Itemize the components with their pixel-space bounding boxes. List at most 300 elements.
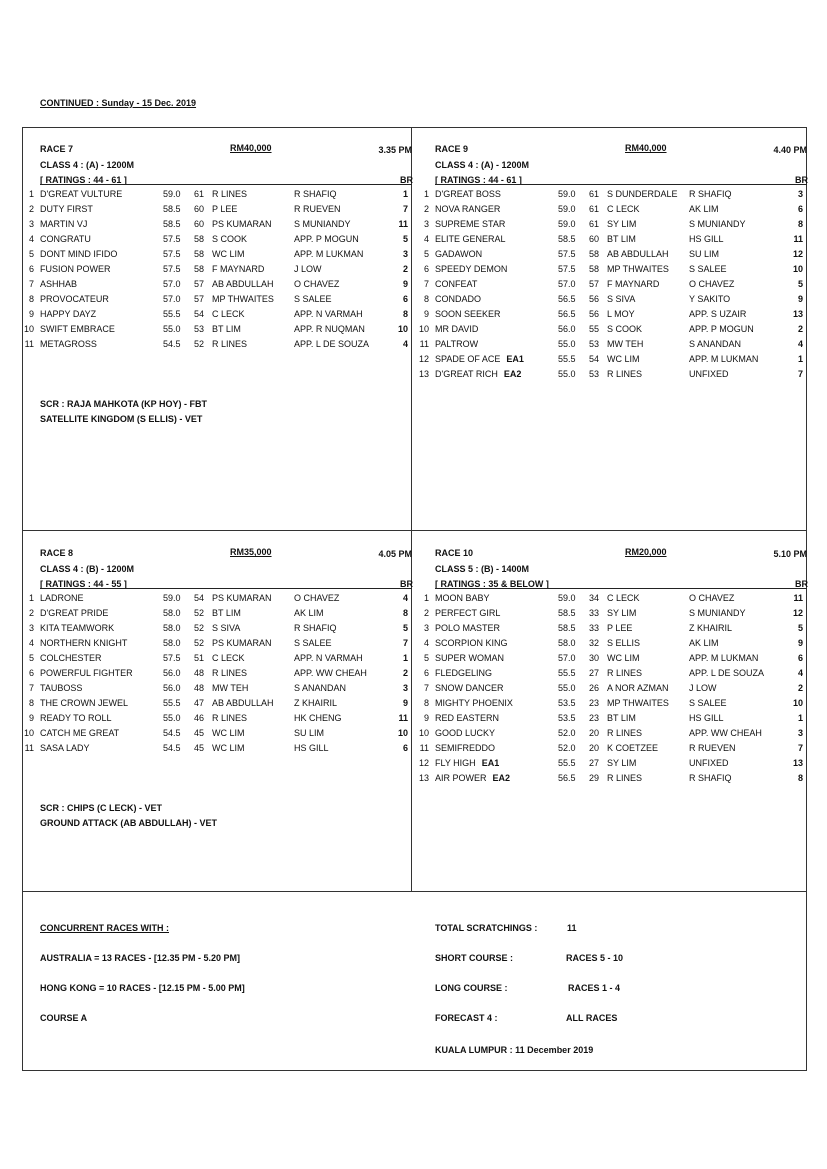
jockey-name: MW TEH — [212, 683, 249, 693]
race-panel — [417, 127, 808, 530]
horse-number: 13 — [418, 773, 429, 783]
horse-weight: 59.0 — [163, 593, 181, 603]
horse-rating: 27 — [589, 758, 600, 768]
entry-list — [22, 591, 414, 756]
horse-name-cell — [40, 591, 84, 606]
horse-rating: 52 — [194, 623, 205, 633]
barrier-draw: 3 — [402, 683, 408, 693]
barrier-draw: 1 — [402, 189, 408, 199]
race-title: RACE 8 — [40, 548, 74, 558]
horse-name-cell — [435, 771, 510, 786]
horse-number: 9 — [28, 713, 34, 723]
horse-rating: 51 — [194, 653, 205, 663]
horse-weight: 55.0 — [558, 369, 576, 379]
long-course-value: RACES 1 - 4 — [568, 983, 621, 993]
horse-weight: 59.0 — [558, 189, 576, 199]
horse-name: AIR POWER — [435, 773, 487, 783]
entry-row — [22, 322, 414, 337]
horse-rating: 32 — [589, 638, 600, 648]
horse-name-cell — [435, 217, 505, 232]
horse-number: 10 — [418, 324, 429, 334]
entry-row — [22, 277, 414, 292]
barrier-draw: 11 — [793, 593, 803, 603]
horse-name-cell — [40, 636, 127, 651]
jockey-name: A NOR AZMAN — [607, 683, 669, 693]
horse-name-cell — [435, 322, 478, 337]
race-time: 4.40 PM — [773, 145, 807, 155]
horse-rating: 30 — [589, 653, 600, 663]
trainer-name: APP. N VARMAH — [294, 653, 363, 663]
horse-name: FUSION POWER — [40, 264, 111, 274]
horse-name: SOON SEEKER — [435, 309, 501, 319]
jockey-name: WC LIM — [607, 653, 640, 663]
horse-name-cell — [435, 666, 492, 681]
horse-number: 5 — [423, 653, 429, 663]
trainer-name: Z KHAIRIL — [689, 623, 733, 633]
horse-name-cell — [40, 606, 108, 621]
barrier-draw: 7 — [797, 369, 803, 379]
horse-rating: 47 — [194, 698, 205, 708]
barrier-draw: 11 — [793, 234, 803, 244]
horse-number: 7 — [423, 683, 429, 693]
horse-number: 6 — [423, 264, 429, 274]
horse-rating: 53 — [589, 369, 600, 379]
barrier-draw: 13 — [792, 758, 803, 768]
horse-weight: 55.5 — [558, 354, 576, 364]
jockey-name: PS KUMARAN — [212, 638, 272, 648]
horse-rating: 58 — [589, 264, 600, 274]
horse-name: SASA LADY — [40, 743, 90, 753]
horse-number: 11 — [419, 339, 429, 349]
horse-number: 11 — [419, 743, 429, 753]
horse-rating: 29 — [589, 773, 600, 783]
entry-row — [417, 681, 809, 696]
race-purse: RM40,000 — [625, 143, 667, 153]
horse-rating: 26 — [589, 683, 600, 693]
trainer-name: APP. P MOGUN — [294, 234, 359, 244]
horse-name-cell — [40, 187, 122, 202]
trainer-name: SU LIM — [689, 249, 720, 259]
horse-number: 10 — [418, 728, 429, 738]
horse-number: 1 — [423, 593, 429, 603]
barrier-draw: 5 — [797, 623, 803, 633]
emergency-acceptor: EA2 — [503, 369, 522, 379]
horse-number: 3 — [28, 219, 34, 229]
trainer-name: S ANANDAN — [689, 339, 742, 349]
trainer-name: O CHAVEZ — [294, 279, 340, 289]
horse-name-cell — [40, 621, 114, 636]
barrier-draw: 4 — [797, 668, 803, 678]
horse-name-cell — [435, 202, 500, 217]
horse-number: 2 — [423, 204, 429, 214]
trainer-name: UNFIXED — [689, 758, 729, 768]
horse-name: FLY HIGH — [435, 758, 476, 768]
trainer-name: APP. WW CHEAH — [689, 728, 762, 738]
jockey-name: BT LIM — [212, 324, 241, 334]
horse-rating: 58 — [194, 234, 205, 244]
barrier-draw: 2 — [402, 264, 408, 274]
horse-name: CATCH ME GREAT — [40, 728, 120, 738]
horse-rating: 57 — [589, 279, 600, 289]
scratching-note: SCR : CHIPS (C LECK) - VET — [40, 803, 163, 813]
horse-rating: 33 — [589, 608, 600, 618]
horse-name-cell — [435, 606, 500, 621]
horse-weight: 55.0 — [163, 713, 181, 723]
horse-name-cell — [435, 696, 513, 711]
horse-name-cell — [40, 666, 133, 681]
horse-weight: 56.5 — [558, 309, 576, 319]
race-purse: RM20,000 — [625, 547, 667, 557]
entry-row — [417, 322, 809, 337]
race-ratings: [ RATINGS : 44 - 61 ] — [40, 175, 127, 185]
entry-row — [22, 187, 414, 202]
trainer-name: O CHAVEZ — [689, 279, 735, 289]
entry-row — [417, 696, 809, 711]
horse-weight: 58.5 — [163, 204, 181, 214]
horse-number: 3 — [423, 219, 429, 229]
jockey-name: R LINES — [212, 189, 248, 199]
trainer-name: AK LIM — [689, 638, 719, 648]
horse-name-cell — [40, 292, 109, 307]
trainer-name: O CHAVEZ — [689, 593, 735, 603]
trainer-name: HS GILL — [689, 713, 724, 723]
horse-name: HAPPY DAYZ — [40, 309, 97, 319]
jockey-name: K COETZEE — [607, 743, 659, 753]
entry-row — [417, 711, 809, 726]
scratching-note: GROUND ATTACK (AB ABDULLAH) - VET — [40, 818, 217, 828]
barrier-draw: 9 — [797, 638, 803, 648]
entry-row — [22, 666, 414, 681]
horse-name: SPEEDY DEMON — [435, 264, 508, 274]
barrier-draw: 11 — [398, 219, 408, 229]
barrier-draw: 12 — [792, 249, 803, 259]
trainer-name: HK CHENG — [294, 713, 342, 723]
horse-name-cell — [40, 262, 111, 277]
horse-rating: 56 — [589, 309, 600, 319]
horse-rating: 57 — [194, 294, 205, 304]
race-panel — [22, 531, 413, 891]
horse-rating: 53 — [589, 339, 600, 349]
horse-rating: 60 — [194, 204, 205, 214]
horse-name: PERFECT GIRL — [435, 608, 501, 618]
horse-rating: 54 — [589, 354, 600, 364]
jockey-name: SY LIM — [607, 219, 637, 229]
horse-weight: 58.0 — [163, 638, 181, 648]
horse-name: CONFEAT — [435, 279, 478, 289]
horse-name-cell — [40, 277, 77, 292]
trainer-name: APP. M LUKMAN — [294, 249, 364, 259]
horse-name: RED EASTERN — [435, 713, 500, 723]
horse-weight: 56.0 — [163, 668, 181, 678]
barrier-draw: 1 — [402, 653, 408, 663]
horse-name: NORTHERN KNIGHT — [40, 638, 128, 648]
concurrent-title: CONCURRENT RACES WITH : — [40, 923, 169, 933]
horse-name: CONDADO — [435, 294, 482, 304]
trainer-name: S ANANDAN — [294, 683, 347, 693]
horse-weight: 57.5 — [163, 249, 181, 259]
horse-rating: 23 — [589, 698, 600, 708]
horse-weight: 58.5 — [558, 623, 576, 633]
barrier-draw: 8 — [797, 773, 803, 783]
horse-name-cell — [435, 591, 490, 606]
horse-weight: 58.5 — [558, 608, 576, 618]
horse-name-cell — [40, 322, 115, 337]
entry-row — [417, 771, 809, 786]
trainer-name: J LOW — [689, 683, 717, 693]
horse-number: 2 — [28, 204, 34, 214]
horse-rating: 60 — [589, 234, 600, 244]
barrier-draw: 6 — [402, 294, 408, 304]
horse-number: 3 — [423, 623, 429, 633]
horse-weight: 55.5 — [163, 309, 181, 319]
horse-number: 9 — [28, 309, 34, 319]
barrier-draw: 1 — [797, 713, 803, 723]
horse-rating: 60 — [194, 219, 205, 229]
jockey-name: S SIVA — [607, 294, 636, 304]
horse-rating: 45 — [194, 743, 205, 753]
horse-rating: 23 — [589, 713, 600, 723]
horse-name: FLEDGELING — [435, 668, 493, 678]
horse-rating: 61 — [589, 204, 600, 214]
entry-row — [417, 337, 809, 352]
horse-name: SEMIFREDDO — [435, 743, 496, 753]
horse-name: DONT MIND IFIDO — [40, 249, 118, 259]
horse-name-cell — [40, 217, 87, 232]
barrier-draw: 10 — [397, 728, 408, 738]
jockey-name: R LINES — [607, 668, 643, 678]
jockey-name: F MAYNARD — [607, 279, 660, 289]
horse-rating: 58 — [589, 249, 600, 259]
trainer-name: S SALEE — [689, 698, 727, 708]
horse-name-cell — [435, 187, 501, 202]
horse-name: MIGHTY PHOENIX — [435, 698, 513, 708]
horse-name-cell — [435, 277, 477, 292]
jockey-name: P LEE — [607, 623, 633, 633]
horse-number: 7 — [28, 683, 34, 693]
race-title: RACE 9 — [435, 144, 469, 154]
horse-weight: 52.0 — [558, 728, 576, 738]
header-rule — [435, 588, 807, 589]
horse-name: NOVA RANGER — [435, 204, 501, 214]
horse-name-cell — [40, 651, 102, 666]
entry-row — [22, 651, 414, 666]
barrier-draw: 10 — [792, 698, 803, 708]
trainer-name: APP. M LUKMAN — [689, 653, 759, 663]
horse-number: 6 — [28, 668, 34, 678]
long-course-label: LONG COURSE : — [435, 983, 508, 993]
barrier-draw: 6 — [402, 743, 408, 753]
entry-row — [417, 591, 809, 606]
race-time: 5.10 PM — [773, 549, 807, 559]
horse-number: 1 — [28, 593, 34, 603]
entry-row — [22, 696, 414, 711]
barrier-draw: 1 — [797, 354, 803, 364]
entry-row — [22, 292, 414, 307]
race-panel — [417, 531, 808, 891]
entry-row — [22, 591, 414, 606]
horse-weight: 59.0 — [163, 189, 181, 199]
trainer-name: R SHAFIQ — [294, 623, 337, 633]
horse-rating: 48 — [194, 683, 205, 693]
horse-number: 4 — [28, 234, 34, 244]
scratching-note: SATELLITE KINGDOM (S ELLIS) - VET — [40, 414, 203, 424]
entry-row — [417, 292, 809, 307]
jockey-name: C LECK — [212, 653, 245, 663]
barrier-draw: 9 — [402, 698, 408, 708]
horse-name-cell — [435, 262, 507, 277]
horse-number: 4 — [423, 638, 429, 648]
entry-row — [417, 247, 809, 262]
race-panel — [22, 127, 413, 530]
horse-number: 7 — [28, 279, 34, 289]
emergency-acceptor: EA2 — [492, 773, 511, 783]
horse-name: D'GREAT VULTURE — [40, 189, 123, 199]
barrier-draw: 10 — [397, 324, 408, 334]
entry-row — [417, 726, 809, 741]
horse-name-cell — [40, 741, 90, 756]
barrier-header: BR — [400, 579, 413, 589]
barrier-draw: 2 — [797, 324, 803, 334]
horse-weight: 52.0 — [558, 743, 576, 753]
header-rule — [40, 588, 412, 589]
trainer-name: SU LIM — [294, 728, 325, 738]
entry-row — [417, 621, 809, 636]
trainer-name: Z KHAIRIL — [294, 698, 338, 708]
horse-number: 1 — [28, 189, 34, 199]
race-title: RACE 7 — [40, 144, 74, 154]
horse-number: 5 — [423, 249, 429, 259]
entry-row — [22, 247, 414, 262]
barrier-draw: 7 — [402, 638, 408, 648]
trainer-name: R SHAFIQ — [689, 189, 732, 199]
jockey-name: AB ABDULLAH — [607, 249, 669, 259]
horse-weight: 56.5 — [558, 773, 576, 783]
horse-number: 10 — [23, 324, 34, 334]
horse-number: 5 — [28, 653, 34, 663]
horse-name: READY TO ROLL — [40, 713, 112, 723]
horse-name-cell — [435, 651, 504, 666]
horse-number: 6 — [423, 668, 429, 678]
emergency-acceptor: EA1 — [506, 354, 524, 364]
horse-number: 12 — [418, 758, 429, 768]
barrier-header: BR — [795, 175, 808, 185]
trainer-name: APP. WW CHEAH — [294, 668, 367, 678]
barrier-draw: 9 — [402, 279, 408, 289]
horse-name-cell — [40, 337, 97, 352]
forecast-label: FORECAST 4 : — [435, 1013, 498, 1023]
horse-rating: 20 — [589, 743, 600, 753]
horse-name: THE CROWN JEWEL — [40, 698, 129, 708]
horse-weight: 57.5 — [163, 264, 181, 274]
horse-weight: 55.5 — [558, 758, 576, 768]
barrier-draw: 10 — [792, 264, 803, 274]
entry-row — [417, 232, 809, 247]
horse-number: 8 — [28, 294, 34, 304]
jockey-name: R LINES — [212, 668, 248, 678]
horse-name: KITA TEAMWORK — [40, 623, 115, 633]
horse-name: POWERFUL FIGHTER — [40, 668, 133, 678]
jockey-name: MP THWAITES — [607, 264, 669, 274]
horse-number: 8 — [28, 698, 34, 708]
race-ratings: [ RATINGS : 35 & BELOW ] — [435, 579, 549, 589]
horse-name: PROVOCATEUR — [40, 294, 109, 304]
horse-rating: 20 — [589, 728, 600, 738]
horse-name-cell — [40, 232, 91, 247]
barrier-draw: 11 — [398, 713, 408, 723]
horse-number: 11 — [24, 743, 34, 753]
horse-name: METAGROSS — [40, 339, 97, 349]
jockey-name: F MAYNARD — [212, 264, 265, 274]
horse-name-cell — [435, 247, 482, 262]
horse-name: GADAWON — [435, 249, 483, 259]
trainer-name: O CHAVEZ — [294, 593, 340, 603]
jockey-name: S DUNDERDALE — [607, 189, 678, 199]
horse-name: D'GREAT BOSS — [435, 189, 501, 199]
barrier-draw: 6 — [797, 653, 803, 663]
horse-name: LADRONE — [40, 593, 84, 603]
horse-weight: 57.5 — [558, 264, 576, 274]
course-label: COURSE A — [40, 1013, 88, 1023]
horse-rating: 27 — [589, 668, 600, 678]
horse-name: SWIFT EMBRACE — [40, 324, 115, 334]
jockey-name: BT LIM — [607, 234, 636, 244]
horse-name-cell — [435, 337, 478, 352]
barrier-draw: 2 — [402, 668, 408, 678]
horse-rating: 48 — [194, 668, 205, 678]
horse-number: 9 — [423, 309, 429, 319]
trainer-name: R SHAFIQ — [689, 773, 732, 783]
jockey-name: WC LIM — [212, 249, 245, 259]
horse-rating: 34 — [589, 593, 600, 603]
horse-name: MARTIN VJ — [40, 219, 88, 229]
horse-weight: 58.0 — [558, 638, 576, 648]
horse-number: 1 — [423, 189, 429, 199]
jockey-name: AB ABDULLAH — [212, 698, 274, 708]
jockey-name: S COOK — [607, 324, 643, 334]
horse-name-cell — [435, 232, 506, 247]
entry-row — [22, 636, 414, 651]
horse-weight: 57.5 — [163, 653, 181, 663]
horse-name-cell — [435, 741, 495, 756]
horse-name: ELITE GENERAL — [435, 234, 506, 244]
horse-name-cell — [40, 711, 112, 726]
barrier-draw: 9 — [797, 294, 803, 304]
jockey-name: C LECK — [607, 593, 640, 603]
horse-name: PALTROW — [435, 339, 479, 349]
jockey-name: PS KUMARAN — [212, 593, 272, 603]
horse-name-cell — [40, 202, 93, 217]
entry-row — [22, 337, 414, 352]
horse-name: GOOD LUCKY — [435, 728, 496, 738]
trainer-name: APP. N VARMAH — [294, 309, 363, 319]
horse-number: 8 — [423, 294, 429, 304]
horse-weight: 58.5 — [558, 234, 576, 244]
race-title: RACE 10 — [435, 548, 474, 558]
horse-name: D'GREAT RICH — [435, 369, 498, 379]
horse-rating: 53 — [194, 324, 205, 334]
header-rule — [435, 184, 807, 185]
horse-rating: 33 — [589, 623, 600, 633]
horse-name: MOON BABY — [435, 593, 490, 603]
entry-row — [417, 636, 809, 651]
barrier-draw: 7 — [402, 204, 408, 214]
entry-row — [417, 666, 809, 681]
race-purse: RM35,000 — [230, 547, 272, 557]
trainer-name: APP. R NUQMAN — [294, 324, 365, 334]
trainer-name: S SALEE — [689, 264, 727, 274]
barrier-draw: 2 — [797, 683, 803, 693]
barrier-draw: 8 — [402, 608, 408, 618]
